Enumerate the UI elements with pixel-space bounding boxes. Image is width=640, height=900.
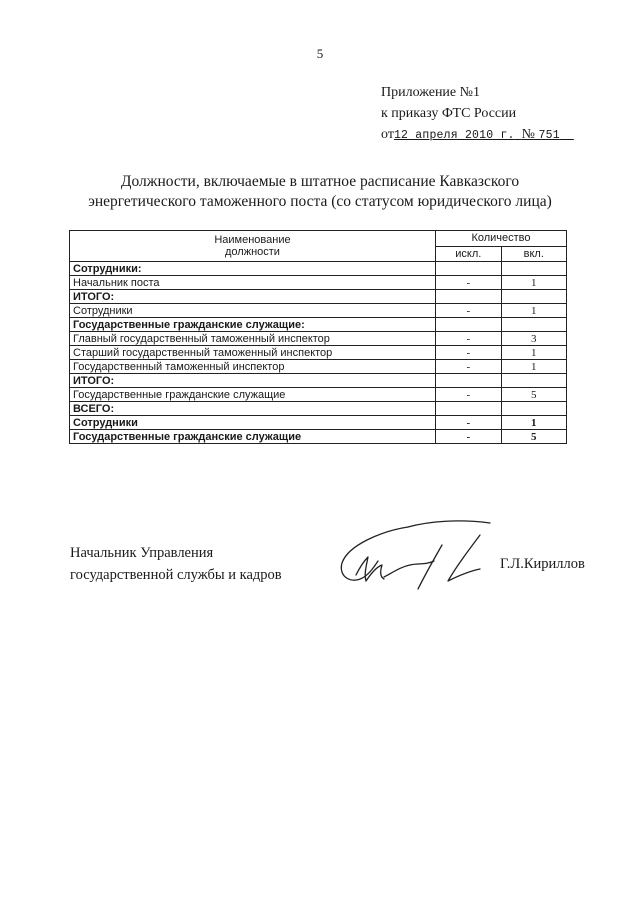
appendix-block <box>381 82 574 146</box>
incl-cell: 5 <box>501 388 566 402</box>
table-row <box>70 262 567 276</box>
table-row <box>70 332 567 346</box>
excl-cell <box>435 318 501 332</box>
order-date: 12 апреля 2010 г. <box>393 129 515 142</box>
position-name-cell: ИТОГО: <box>70 374 436 388</box>
position-name-cell: Сотрудники: <box>70 262 436 276</box>
appendix-title: Приложение №1 <box>381 85 480 100</box>
position-name-cell: Старший государственный таможенный инспектор <box>70 346 436 360</box>
table-row <box>70 276 567 290</box>
incl-cell <box>501 318 566 332</box>
excl-cell: - <box>435 346 501 360</box>
title-line-1: Должности, включаемые в штатное расписание Кавказского <box>120 173 520 190</box>
position-name-cell: Главный государственный таможенный инспектор <box>70 332 436 346</box>
incl-cell: 1 <box>501 276 566 290</box>
title-line-2: энергетического таможенного поста (со статусом юридического лица) <box>88 193 552 210</box>
incl-cell: 1 <box>501 304 566 318</box>
excl-cell <box>435 374 501 388</box>
excl-cell <box>435 262 501 276</box>
signatory-position-line2: государственной службы и кадров <box>70 567 282 583</box>
order-number: 751 <box>538 129 560 142</box>
position-name-cell: ИТОГО: <box>70 290 436 304</box>
table-row <box>70 388 567 402</box>
incl-cell <box>501 290 566 304</box>
header-excl: искл. <box>435 246 501 262</box>
incl-cell <box>501 262 566 276</box>
table-row <box>70 346 567 360</box>
page-number: 5 <box>316 46 324 61</box>
position-name-cell: Государственные гражданские служащие <box>70 430 436 444</box>
table-row <box>70 290 567 304</box>
incl-cell: 1 <box>501 416 566 430</box>
table-row <box>70 318 567 332</box>
document-title <box>0 172 640 212</box>
position-name-cell: Государственные гражданские служащие <box>70 388 436 402</box>
excl-cell: - <box>435 276 501 290</box>
table-row <box>70 402 567 416</box>
appendix-date-number <box>381 124 574 146</box>
signatory-position <box>70 542 282 586</box>
incl-cell: 3 <box>501 332 566 346</box>
table-row <box>70 360 567 374</box>
excl-cell <box>435 290 501 304</box>
table-row <box>70 374 567 388</box>
excl-cell: - <box>435 332 501 346</box>
table-row <box>70 304 567 318</box>
incl-cell <box>501 374 566 388</box>
header-position-name <box>70 231 436 262</box>
excl-cell: - <box>435 304 501 318</box>
incl-cell: 1 <box>501 346 566 360</box>
position-name-cell: Государственные гражданские служащие: <box>70 318 436 332</box>
handwritten-signature <box>330 515 500 595</box>
positions-table <box>69 230 567 444</box>
position-name-cell: Сотрудники <box>70 416 436 430</box>
excl-cell: - <box>435 430 501 444</box>
excl-cell: - <box>435 388 501 402</box>
incl-cell: 1 <box>501 360 566 374</box>
excl-cell <box>435 402 501 416</box>
position-name-cell: Государственный таможенный инспектор <box>70 360 436 374</box>
table-row <box>70 430 567 444</box>
position-name-cell: Сотрудники <box>70 304 436 318</box>
incl-cell <box>501 402 566 416</box>
header-name-line2: должности <box>225 246 280 258</box>
position-name-cell: Начальник поста <box>70 276 436 290</box>
number-prefix: № <box>521 127 536 142</box>
table-body <box>70 262 567 444</box>
incl-cell: 5 <box>501 430 566 444</box>
position-name-cell: ВСЕГО: <box>70 402 436 416</box>
header-quantity: Количество <box>435 231 566 247</box>
table-row <box>70 416 567 430</box>
signatory-name: Г.Л.Кириллов <box>500 556 585 572</box>
excl-cell: - <box>435 416 501 430</box>
from-prefix: от <box>381 127 394 142</box>
signatory-position-line1: Начальник Управления <box>70 545 214 561</box>
table-header-row <box>70 231 567 247</box>
header-name-line1: Наименование <box>214 234 291 246</box>
excl-cell: - <box>435 360 501 374</box>
appendix-order-ref: к приказу ФТС России <box>381 106 517 121</box>
header-incl: вкл. <box>501 246 566 262</box>
